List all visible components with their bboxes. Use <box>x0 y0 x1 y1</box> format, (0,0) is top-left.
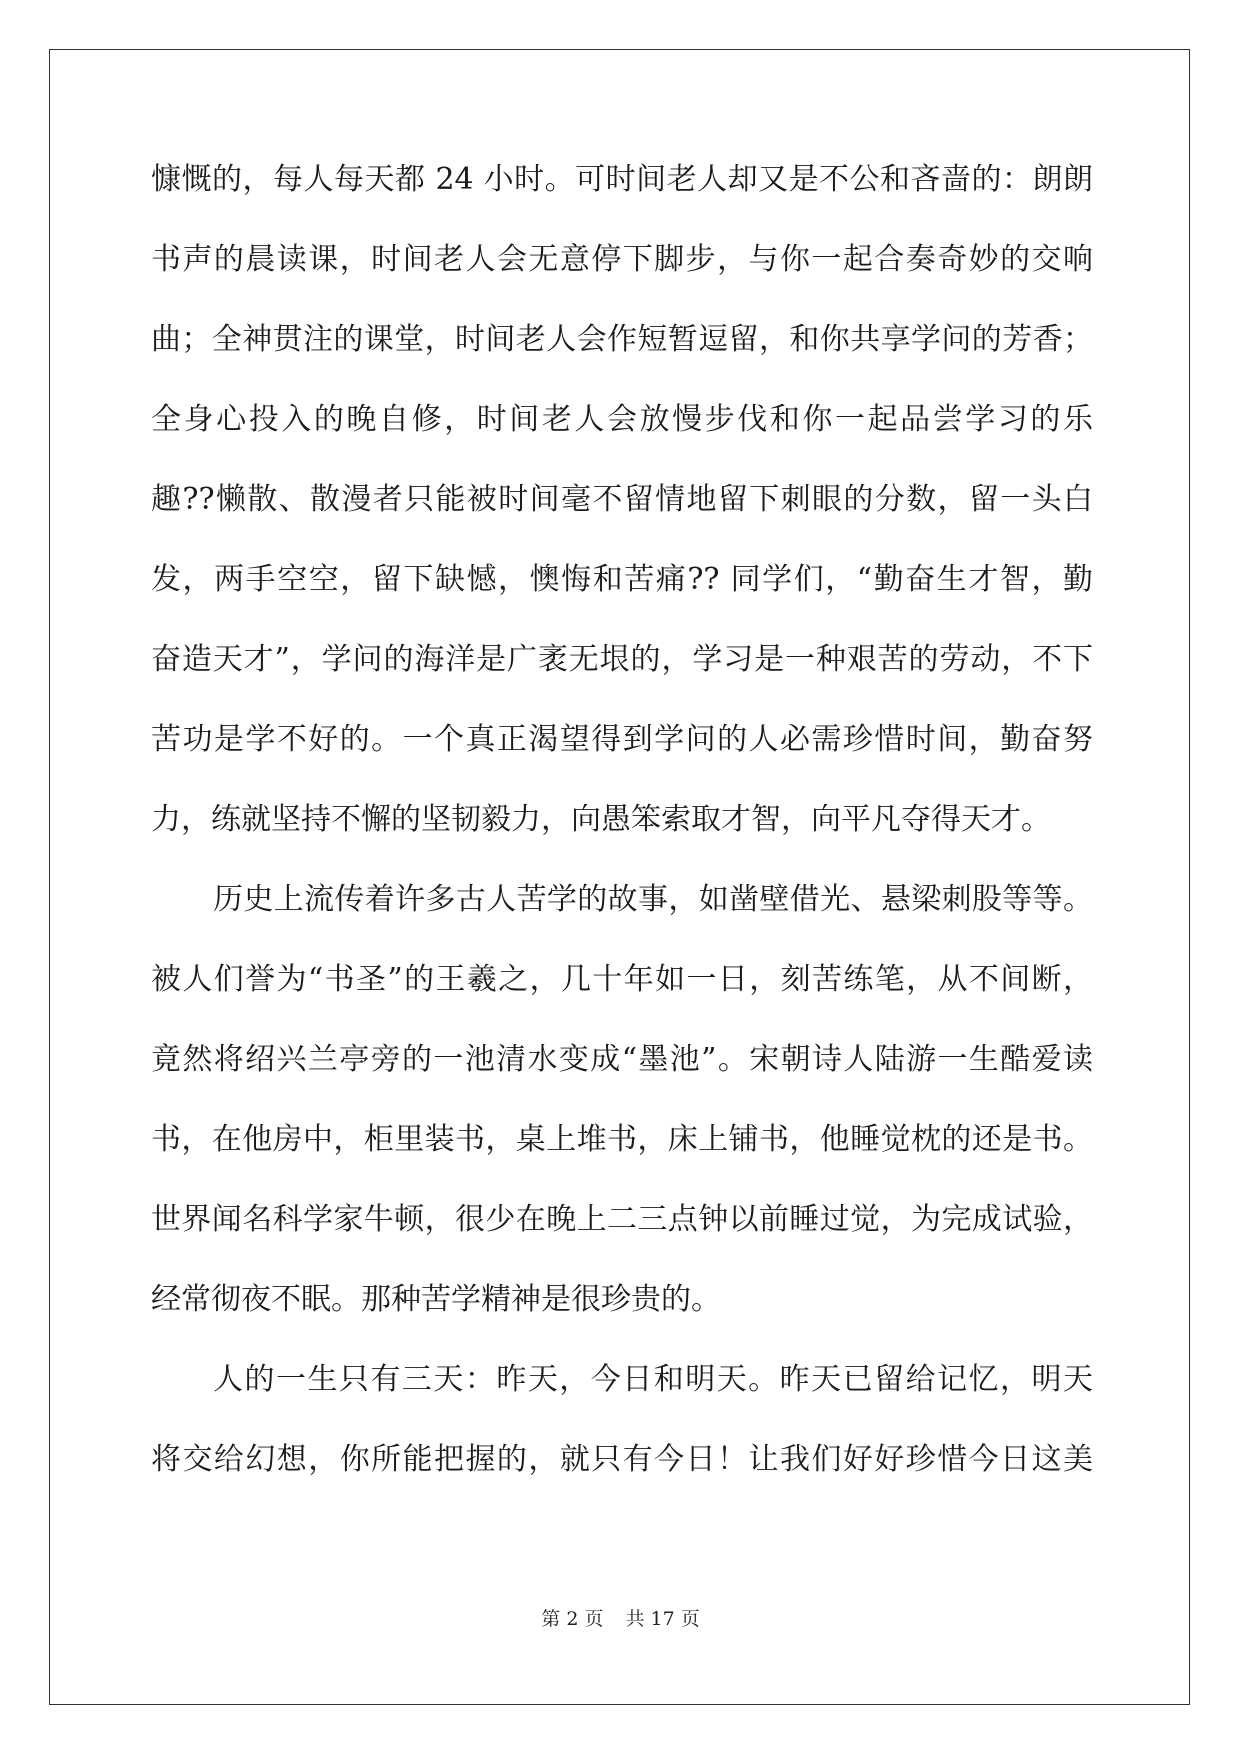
text-line: 将交给幻想，你所能把握的，就只有今日！让我们好好珍惜今日这美 <box>151 1442 1093 1477</box>
document-body <box>151 155 1093 1515</box>
text-line: 全身心投入的晚自修，时间老人会放慢步伐和你一起品尝学习的乐 <box>151 402 1093 437</box>
text-line: 书声的晨读课，时间老人会无意停下脚步，与你一起合奏奇妙的交响 <box>151 242 1093 277</box>
text-line: 趣??懒散、散漫者只能被时间毫不留情地留下刺眼的分数，留一头白 <box>151 482 1093 517</box>
text-line: 被人们誉为“书圣”的王羲之，几十年如一日，刻苦练笔，从不间断， <box>151 962 1093 997</box>
text-line: 发，两手空空，留下缺憾，懊悔和苦痛?? 同学们，“勤奋生才智，勤 <box>151 562 1093 597</box>
text-line: 经常彻夜不眠。那种苦学精神是很珍贵的。 <box>151 1282 721 1317</box>
text-line: 苦功是学不好的。一个真正渴望得到学问的人必需珍惜时间，勤奋努 <box>151 722 1093 757</box>
text-line: 慷慨的，每人每天都 24 小时。可时间老人却又是不公和吝啬的：朗朗 <box>151 162 1093 197</box>
paragraph-first-line: 历史上流传着许多古人苦学的故事，如凿壁借光、悬梁刺股等等。 <box>213 882 1093 917</box>
text-line: 竟然将绍兴兰亭旁的一池清水变成“墨池”。宋朝诗人陆游一生酷爱读 <box>151 1042 1093 1077</box>
text-line: 曲；全神贯注的课堂，时间老人会作短暂逗留，和你共享学问的芳香； <box>151 322 1093 357</box>
page-number: 第 2 页 <box>541 1608 604 1630</box>
page-total: 共 17 页 <box>625 1608 700 1630</box>
paragraph-first-line: 人的一生只有三天：昨天，今日和明天。昨天已留给记忆，明天 <box>213 1362 1093 1397</box>
text-line: 世界闻名科学家牛顿，很少在晚上二三点钟以前睡过觉，为完成试验， <box>151 1202 1093 1237</box>
text-line: 书，在他房中，柜里装书，桌上堆书，床上铺书，他睡觉枕的还是书。 <box>151 1122 1093 1157</box>
text-line: 奋造天才”，学问的海洋是广袤无垠的，学习是一种艰苦的劳动，不下 <box>151 642 1093 677</box>
text-line: 力，练就坚持不懈的坚韧毅力，向愚笨索取才智，向平凡夺得天才。 <box>151 802 1051 837</box>
page-footer <box>0 1604 1241 1631</box>
